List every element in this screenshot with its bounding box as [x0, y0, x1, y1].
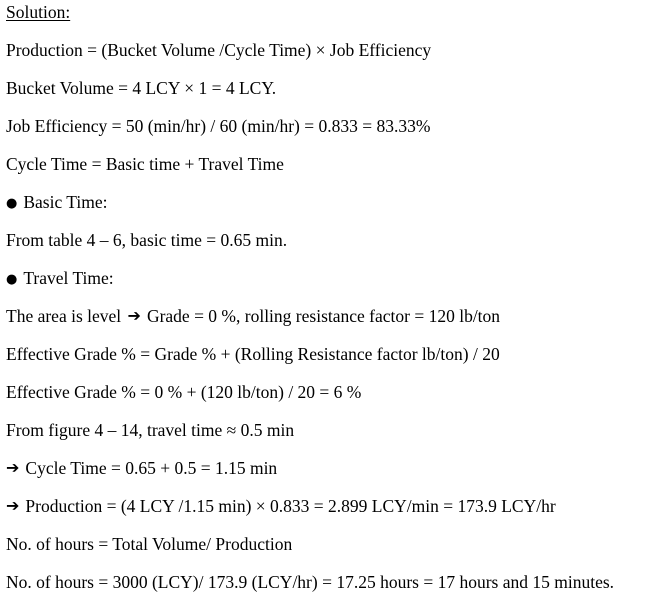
effective-grade-value-line: Effective Grade % = 0 % + (120 lb/ton) / 20 = 6 % — [6, 382, 362, 402]
travel-time-heading-line — [6, 268, 114, 291]
right-arrow-icon: ➔ — [6, 496, 20, 515]
basic-time-heading-line — [6, 192, 107, 215]
cycle-time-result-text: Cycle Time = 0.65 + 0.5 = 1.15 min — [25, 458, 278, 478]
basic-time-label: Basic Time: — [23, 192, 108, 212]
solution-heading: Solution: — [6, 2, 71, 22]
right-arrow-icon: ➔ — [127, 306, 141, 325]
basic-time-value-line: From table 4 – 6, basic time = 0.65 min. — [6, 230, 288, 250]
right-arrow-icon: ➔ — [6, 458, 20, 477]
hours-result-line: No. of hours = 3000 (LCY)/ 173.9 (LCY/hr) = 17.25 hours = 17 hours and 15 minutes. — [6, 572, 615, 592]
travel-time-label: Travel Time: — [23, 268, 114, 288]
grade-rolling-resistance-text: Grade = 0 %, rolling resistance factor = 120 lb/ton — [146, 306, 501, 326]
job-efficiency-line: Job Efficiency = 50 (min/hr) / 60 (min/hr) = 0.833 = 83.33% — [6, 116, 431, 136]
travel-time-value-line: From figure 4 – 14, travel time ≈ 0.5 min — [6, 420, 295, 440]
bucket-volume-line: Bucket Volume = 4 LCY × 1 = 4 LCY. — [6, 78, 277, 98]
bullet-icon: ● — [6, 196, 18, 211]
area-level-line — [6, 306, 500, 327]
effective-grade-formula-line: Effective Grade % = Grade % + (Rolling Resistance factor lb/ton) / 20 — [6, 344, 500, 364]
area-level-text: The area is level — [6, 306, 122, 326]
cycle-time-result-line — [6, 458, 277, 479]
bullet-icon: ● — [6, 272, 18, 287]
production-result-text: Production = (4 LCY /1.15 min) × 0.833 = 2.899 LCY/min = 173.9 LCY/hr — [25, 496, 556, 516]
cycle-time-formula-line: Cycle Time = Basic time + Travel Time — [6, 154, 284, 174]
hours-formula-line: No. of hours = Total Volume/ Production — [6, 534, 293, 554]
production-formula-line: Production = (Bucket Volume /Cycle Time) × Job Efficiency — [6, 40, 432, 60]
production-result-line — [6, 496, 556, 517]
